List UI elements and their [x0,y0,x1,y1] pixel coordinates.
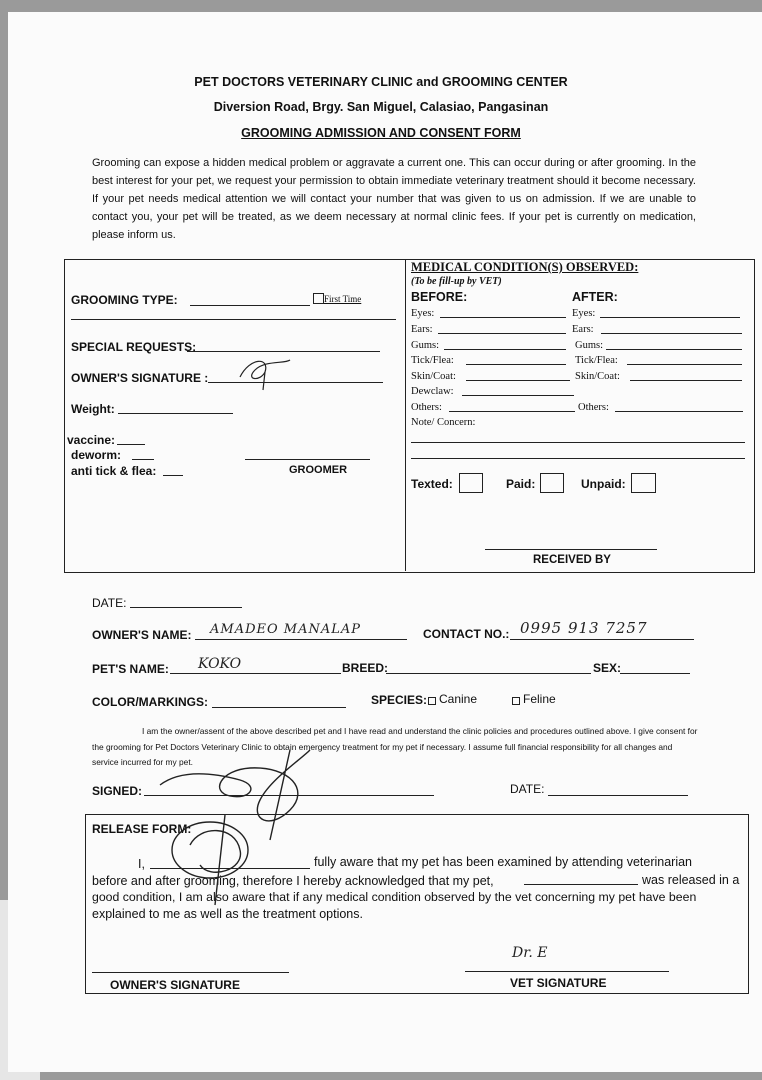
sex-label: SEX: [593,661,622,675]
release-line-4: explained to me as well as the treatment options. [92,907,363,921]
clinic-name: PET DOCTORS VETERINARY CLINIC and GROOMING CENTER [194,75,568,89]
date-label: DATE: [92,596,127,610]
after-gums-field[interactable] [606,349,742,350]
box-divider [405,260,406,571]
after-skin-label: Skin/Coat: [575,371,620,382]
contact-field[interactable] [510,639,694,640]
before-eyes-label: Eyes: [411,308,435,319]
contact-value: 0995 913 7257 [520,619,648,637]
pet-name-value: KOKO [198,656,242,672]
before-skin-field[interactable] [466,380,570,381]
before-eyes-field[interactable] [440,317,566,318]
owner-name-field[interactable] [195,639,407,640]
release-title: RELEASE FORM: [92,822,192,836]
vaccine-field[interactable] [117,444,145,445]
intro-paragraph: Grooming can expose a hidden medical problem or aggravate a current one. This can occur during or after grooming. In the best interest for your pet, we request your permission to obtain immediate veterinary treatment should it become necessary. If your pet needs medical attention we will contact your number that was given to us on admission. If we are unable to contact you, your pet will be treated, as we deem necessary at normal clinic fees. If your pet is currently on medication, please inform us. [92,157,696,241]
clinic-address: Diversion Road, Brgy. San Miguel, Calasiao, Pangasinan [213,100,549,114]
owner-signature-scribble-large [150,730,350,930]
sex-field[interactable] [620,673,690,674]
texted-label: Texted: [411,477,453,491]
vet-initials: Dr. E [512,945,548,961]
special-requests-label: SPECIAL REQUESTS: [71,340,197,354]
received-by-label: RECEIVED BY [533,554,611,566]
medical-title: MEDICAL CONDITION(S) OBSERVED: [411,260,639,274]
before-gums-field[interactable] [444,349,566,350]
before-ears-field[interactable] [438,333,566,334]
before-skin-label: Skin/Coat: [411,371,456,382]
breed-field[interactable] [386,673,591,674]
owner-name-label: OWNER'S NAME: [92,628,192,642]
grooming-type-field[interactable] [190,305,310,306]
form-title: GROOMING ADMISSION AND CONSENT FORM [241,126,521,140]
weight-field[interactable] [118,413,233,414]
before-ears-label: Ears: [411,324,433,335]
canine-label: Canine [439,692,478,706]
deworm-label: deworm: [71,448,122,462]
unpaid-label: Unpaid: [581,477,626,491]
release-line-2a: before and after grooming, therefore I hereby acknowledged that my pet, [92,874,494,888]
signed-date-field[interactable] [548,795,688,796]
signed-date-label: DATE: [510,782,545,796]
texted-checkbox[interactable] [459,473,483,493]
pet-name-field[interactable] [170,673,341,674]
feline-label: Feline [523,692,556,706]
canine-checkbox[interactable] [428,697,436,705]
color-markings-label: COLOR/MARKINGS: [92,695,208,709]
medical-subtitle: (To be fill-up by VET) [411,276,502,287]
paid-checkbox[interactable] [540,473,564,493]
before-tick-label: Tick/Flea: [411,355,454,366]
release-line-2b: was released in a [642,873,740,887]
unpaid-checkbox[interactable] [631,473,656,493]
pet-name-label: PET'S NAME: [92,662,169,676]
after-tick-field[interactable] [627,364,742,365]
after-eyes-field[interactable] [600,317,740,318]
before-others-label: Others: [411,402,442,413]
after-ears-label: Ears: [572,324,594,335]
color-markings-field[interactable] [212,707,346,708]
owner-signature-label: OWNER'S SIGNATURE : [71,371,209,385]
after-skin-field[interactable] [630,380,742,381]
after-eyes-label: Eyes: [572,308,596,319]
vet-signature-line[interactable] [465,971,669,972]
note-line-2[interactable] [411,458,745,459]
weight-label: Weight: [71,402,115,416]
date-field[interactable] [130,607,242,608]
anti-tick-field[interactable] [163,475,183,476]
grooming-type-label: GROOMING TYPE: [71,293,178,307]
signed-label: SIGNED: [92,784,143,798]
release-line-1: fully aware that my pet has been examined by attending veterinarian [314,855,693,869]
after-others-label: Others: [578,402,609,413]
after-ears-field[interactable] [601,333,742,334]
contact-label: CONTACT NO.: [423,627,510,641]
feline-checkbox[interactable] [512,697,520,705]
before-tick-field[interactable] [466,364,566,365]
vet-signature-label: VET SIGNATURE [510,976,607,990]
vaccine-label: vaccine: [67,433,116,447]
consent-paragraph: I am the owner/assent of the above described pet and I have read and understand the clinic policies and procedures outlined above. I give consent for the grooming for Pet Doctors Veterinary Clinic to obtain emergency treatment for my pet if necessary. I assume full financial responsibility for all changes and service incurred for my pet. [92,726,698,767]
breed-label: BREED: [342,661,389,675]
owner-name-value: AMADEO MANALAP [210,622,362,637]
release-pet-field[interactable] [524,884,638,885]
after-others-field[interactable] [615,411,743,412]
after-gums-label: Gums: [575,340,604,351]
release-line-3: good condition, I am also aware that if any medical condition observed by the vet concerning my pet have been [92,890,697,904]
first-time-label: First Time [324,294,362,304]
after-label: AFTER: [572,290,618,304]
note-label: Note/ Concern: [411,417,476,428]
grooming-type-line-2[interactable] [71,319,396,320]
before-label: BEFORE: [411,290,468,304]
after-tick-label: Tick/Flea: [575,355,618,366]
groomer-line[interactable] [245,459,370,460]
anti-tick-label: anti tick & flea: [71,464,157,478]
owner-signature-scribble [235,352,295,392]
species-label: SPECIES: [371,693,428,707]
release-i: I, [138,857,145,871]
release-owner-signature-label: OWNER'S SIGNATURE [110,978,240,992]
before-others-field[interactable] [449,411,575,412]
paid-label: Paid: [506,477,536,491]
release-owner-signature-line[interactable] [92,972,289,973]
groomer-label: GROOMER [289,464,348,476]
note-line-1[interactable] [411,442,745,443]
before-dewclaw-field[interactable] [462,395,574,396]
first-time-checkbox[interactable] [313,293,324,304]
before-gums-label: Gums: [411,340,440,351]
received-by-line[interactable] [485,549,657,550]
before-dewclaw-label: Dewclaw: [411,386,454,397]
deworm-field[interactable] [132,459,154,460]
